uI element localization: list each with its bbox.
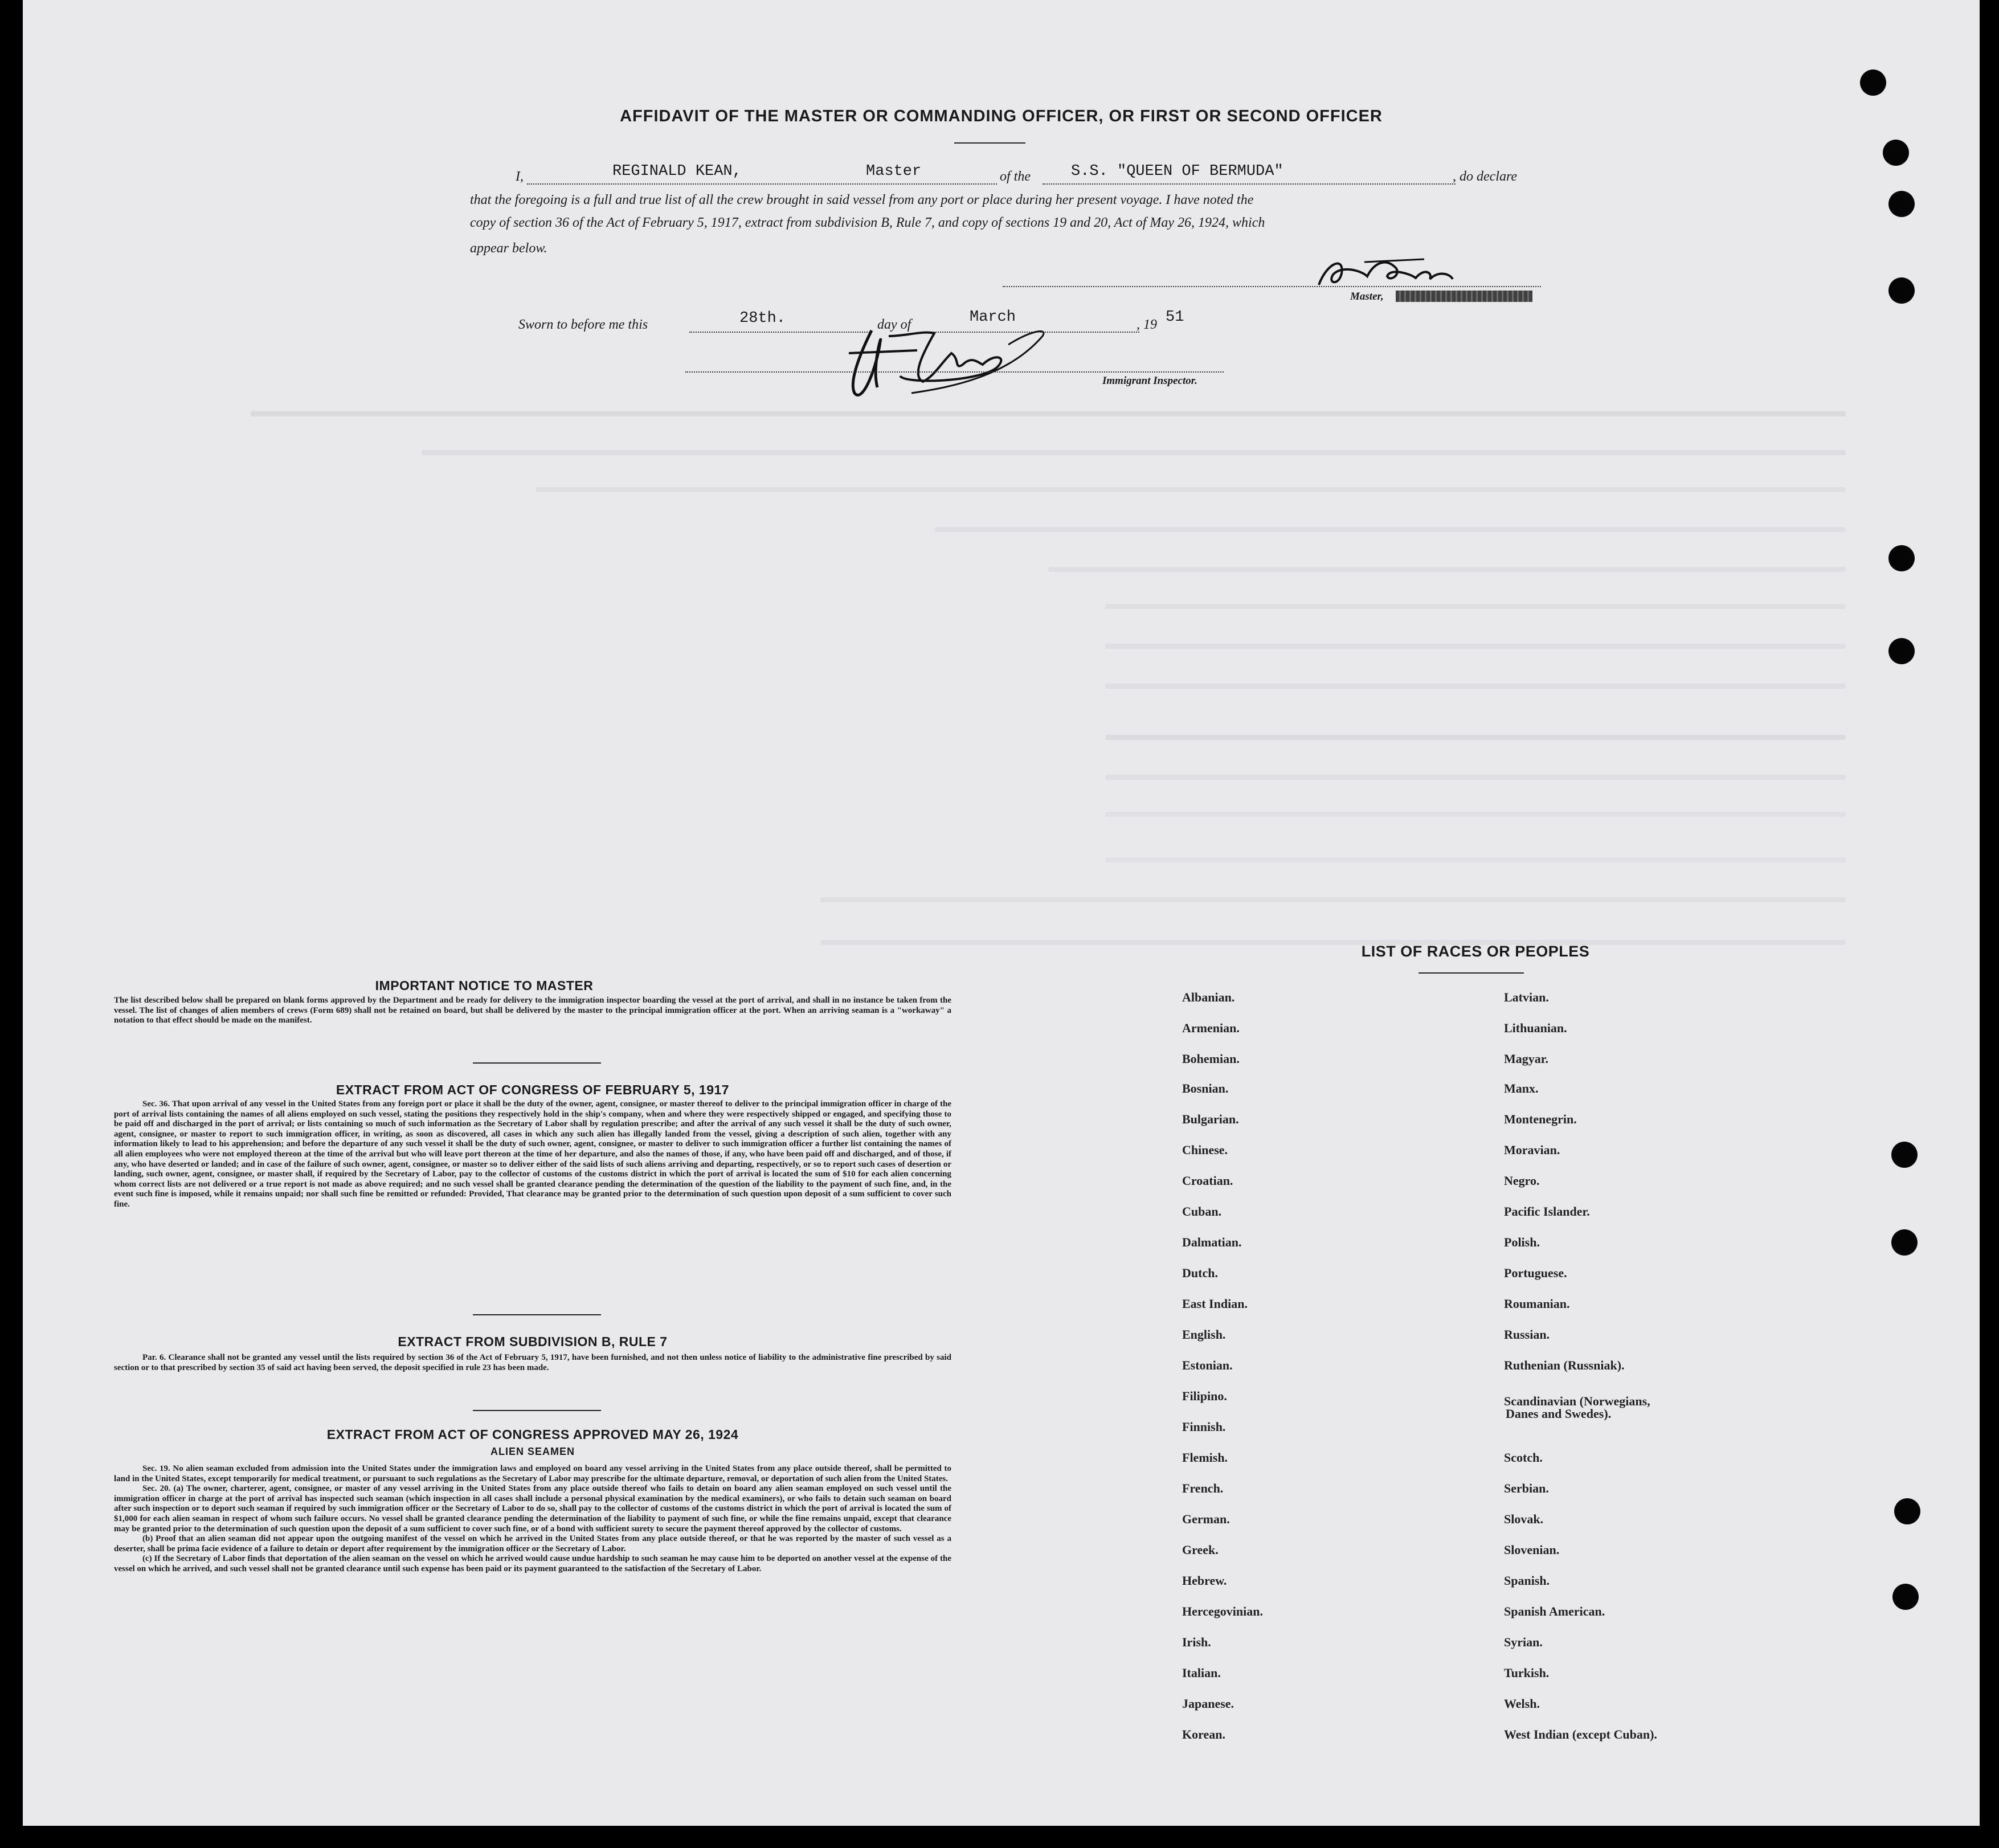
race-item: Latvian. bbox=[1504, 990, 1549, 1004]
race-item: Pacific Islander. bbox=[1504, 1204, 1590, 1219]
sec19-text: Sec. 19. No alien seaman excluded from admission into the United States under the immigration laws and employed on board any vessel arriving in the United States from any place outside thereof, shall be permitted to land in the United States, except temporarily for medical treatment, or pursuant to such regulations as the Secretary of Labor may prescribe for the ultimate departure, removal, or deportation of such alien from the United States. bbox=[114, 1464, 951, 1483]
race-item: Korean. bbox=[1182, 1727, 1225, 1741]
declaration-line-2: that the foregoing is a full and true list of all the crew brought in said vessel from any port or place during her present voyage. I have noted the bbox=[470, 193, 1254, 207]
punch-hole bbox=[1888, 277, 1915, 304]
document-page bbox=[23, 0, 1980, 1826]
affidavit-title: AFFIDAVIT OF THE MASTER OR COMMANDING OFFICER, OR FIRST OR SECOND OFFICER bbox=[620, 107, 1383, 125]
punch-hole bbox=[1892, 1584, 1919, 1610]
punch-hole bbox=[1888, 638, 1915, 664]
sec20c-text: (c) If the Secretary of Labor finds that deportation of the alien seaman on the vessel on which he arrived would cause undue hardship to such seaman he may cause him to be deported on another vessel at the expense of the vessel on which he arrived, and such vessel shall not be granted clearance until such expense has been paid or its payment guaranteed to the satisfaction of the Secretary of Labor. bbox=[114, 1554, 951, 1573]
extract-1917-heading: EXTRACT FROM ACT OF CONGRESS OF FEBRUARY 5, 1917 bbox=[336, 1082, 730, 1097]
inspector-caption: Immigrant Inspector. bbox=[1102, 375, 1197, 387]
extract-1917-text: Sec. 36. That upon arrival of any vessel in the United States from any foreign port or place it shall be the duty of the owner, agent, consignee, or master thereof to deliver to the principal immigration officer in charge of the port of arrival lists containing the names of all aliens employed on such vessel, stating the positions they respectively hold in the ship's company, when and where they were respectively shipped or engaged, and specifying those to be paid off and discharged in the port of arrival; or lists containing so much of such information as the Secretary of Labor shall by regulation prescribe; and after the arrival of any such vessel it shall be the duty of such owner, agent, consignee, or master to report to such immigration officer, in writing, as soon as discovered, all cases in which any such alien has illegally landed from the vessel, giving a description of such alien, together with any information likely to lead to his apprehension; and before the departure of any such vessel it shall be the duty of such owner, agent, consignee, or master to deliver to such immigration officer a further list containing the names of all alien employees who were not employed thereon at the time of the arrival but who will leave port thereon at the time of her departure, and also the names of those, if any, who have been paid off and discharged, and of those, if any, who have deserted or landed; and in case of the failure of such owner, agent, consignee, or master so to deliver either of the said lists of such aliens arriving and departing, respectively, or so to report such cases of desertion or landing, such owner, agent, consignee, or master shall, if required by the Secretary of Labor, pay to the collector of customs of the customs district in which the port of arrival is located the sum of $10 for each alien concerning whom correct lists are not delivered or a true report is not made as above required; and no such vessel shall be granted clearance pending the determination of the question of the liability to the payment of such fine, and, in the event such fine is imposed, while it remains unpaid; nor shall such fine be remitted or refunded: Provided, That clearance may be granted prior to the determination of such question upon deposit of a sum sufficient to cover such fine. bbox=[114, 1099, 951, 1209]
punch-hole bbox=[1888, 191, 1915, 217]
races-rule bbox=[1418, 972, 1524, 974]
race-item: Turkish. bbox=[1504, 1666, 1550, 1680]
sec20b-text: (b) Proof that an alien seaman did not appear upon the outgoing manifest of the vessel on which he arrived in the United States from any place outside thereof, or that he was reported by the master of such vessel as a deserter, shall be prima facie evidence of a failure to detain or deport after requirement by the immigration officer or the Secretary of Labor. bbox=[114, 1534, 951, 1553]
race-item: Danes and Swedes). bbox=[1506, 1407, 1612, 1421]
punch-hole bbox=[1888, 545, 1915, 571]
race-item: Magyar. bbox=[1504, 1052, 1549, 1066]
race-item: Filipino. bbox=[1182, 1389, 1227, 1403]
of-the-text: of the bbox=[1000, 169, 1031, 184]
race-item: Italian. bbox=[1182, 1666, 1221, 1680]
race-item: Montenegrin. bbox=[1504, 1112, 1577, 1126]
section-rule bbox=[473, 1410, 601, 1411]
race-item: Dalmatian. bbox=[1182, 1235, 1242, 1249]
race-item: Japanese. bbox=[1182, 1696, 1234, 1711]
race-item: Bohemian. bbox=[1182, 1052, 1240, 1066]
race-item: French. bbox=[1182, 1481, 1224, 1495]
sworn-day-field[interactable]: 28th. bbox=[739, 310, 786, 327]
year-field[interactable]: 51 bbox=[1166, 309, 1184, 326]
race-item: Bosnian. bbox=[1182, 1081, 1229, 1095]
race-item: Finnish. bbox=[1182, 1420, 1226, 1434]
race-item: Spanish American. bbox=[1504, 1604, 1605, 1618]
day-of-text: day of bbox=[877, 317, 911, 332]
sec20a-text: Sec. 20. (a) The owner, charterer, agent, consignee, or master of any vessel arriving in the United States from any place outside thereof who fails to detain on board any alien seaman employed on such vessel until the immigration officer in charge at the port of arrival has inspected such seaman (which inspection in all cases shall include a personal physical examination by the medical examiners), or who fails to detain such seaman on board after such inspection or to deport such seaman if required by such immigration officer or the Secretary of Labor to do so, shall pay to the collector of customs of the customs district in which the port of arrival is located the sum of $1,000 for each alien seaman in respect of whom such failure occurs. No vessel shall be granted clearance pending the determination of the liability to payment of such fine, or while the fine remains unpaid, except that clearance may be granted prior to the determination of such question upon the deposit of a sum sufficient to cover such fine, or of a bond with sufficient surety to secure the payment thereof approved by the collector of customs. bbox=[114, 1484, 951, 1534]
rule7-heading: EXTRACT FROM SUBDIVISION B, RULE 7 bbox=[398, 1334, 668, 1349]
punch-hole bbox=[1894, 1498, 1920, 1524]
vessel-name-field[interactable]: S.S. "QUEEN OF BERMUDA" bbox=[1071, 163, 1283, 180]
race-item: Lithuanian. bbox=[1504, 1021, 1567, 1035]
race-item: Chinese. bbox=[1182, 1143, 1228, 1157]
rank-field[interactable]: Master bbox=[866, 163, 922, 180]
section-rule bbox=[473, 1314, 601, 1315]
race-item: Ruthenian (Russniak). bbox=[1504, 1358, 1625, 1372]
punch-hole bbox=[1891, 1142, 1918, 1168]
declaration-line-4: appear below. bbox=[470, 241, 547, 256]
race-item: Armenian. bbox=[1182, 1021, 1240, 1035]
race-item: East Indian. bbox=[1182, 1297, 1248, 1311]
race-item: Estonian. bbox=[1182, 1358, 1233, 1372]
punch-hole bbox=[1860, 69, 1886, 96]
race-item: Negro. bbox=[1504, 1174, 1540, 1188]
master-caption: Master, bbox=[1350, 291, 1384, 302]
struck-out-text bbox=[1396, 291, 1532, 302]
race-item: Irish. bbox=[1182, 1635, 1211, 1649]
race-item: German. bbox=[1182, 1512, 1230, 1526]
race-item: Albanian. bbox=[1182, 990, 1235, 1004]
race-item: Slovenian. bbox=[1504, 1543, 1560, 1557]
race-item: Croatian. bbox=[1182, 1174, 1233, 1188]
declaration-line-3: copy of section 36 of the Act of February 5, 1917, extract from subdivision B, Rule 7, and copy of sections 19 and 20, Act of May 26, 1924, which bbox=[470, 215, 1265, 230]
race-item: Manx. bbox=[1504, 1081, 1539, 1095]
race-item: Syrian. bbox=[1504, 1635, 1543, 1649]
race-item: Dutch. bbox=[1182, 1266, 1218, 1280]
rule7-text: Par. 6. Clearance shall not be granted any vessel until the lists required by section 36 of the Act of February 5, 1917, have been furnished, and not then unless notice of liability to the administrative fine prescribed by said section or to that prescribed by section 35 of said act having been served, the deposit specified in rule 23 has been made. bbox=[114, 1353, 951, 1372]
race-item: Polish. bbox=[1504, 1235, 1540, 1249]
sworn-month-field[interactable]: March bbox=[970, 309, 1016, 326]
master-signature bbox=[1310, 251, 1493, 296]
race-item: Scandinavian (Norwegians, bbox=[1504, 1394, 1650, 1408]
extract-1924-body bbox=[114, 1464, 951, 1575]
pronoun-text: I, bbox=[516, 169, 524, 184]
race-item: Welsh. bbox=[1504, 1696, 1540, 1711]
race-item: Cuban. bbox=[1182, 1204, 1222, 1219]
race-item: English. bbox=[1182, 1327, 1226, 1342]
race-item: Spanish. bbox=[1504, 1573, 1550, 1588]
title-rule bbox=[954, 142, 1025, 144]
race-item: Portuguese. bbox=[1504, 1266, 1567, 1280]
year-prefix: , 19 bbox=[1137, 317, 1157, 332]
inspector-signature bbox=[837, 319, 1054, 404]
notice-text: The list described below shall be prepared on blank forms approved by the Department and be ready for delivery to the immigration inspector boarding the vessel at the port of arrival, and shall in no instance be taken from the vessel. The list of changes of alien members of crews (Form 689) shall not be retained on board, but shall be delivered by the master to the principal immigration officer at the port. When an arriving seaman is a "workaway" a notation to that effect should be made on the manifest. bbox=[114, 996, 951, 1025]
notice-heading: IMPORTANT NOTICE TO MASTER bbox=[375, 978, 594, 993]
race-item: Flemish. bbox=[1182, 1450, 1228, 1465]
race-item: Greek. bbox=[1182, 1543, 1219, 1557]
races-heading: LIST OF RACES OR PEOPLES bbox=[1361, 943, 1590, 960]
do-declare-text: , do declare bbox=[1453, 169, 1518, 184]
race-item: Hercegovinian. bbox=[1182, 1604, 1263, 1618]
punch-hole bbox=[1883, 140, 1909, 166]
section-rule bbox=[473, 1062, 601, 1064]
race-item: Slovak. bbox=[1504, 1512, 1544, 1526]
race-item: Hebrew. bbox=[1182, 1573, 1227, 1588]
extract-1924-heading: EXTRACT FROM ACT OF CONGRESS APPROVED MAY 26, 1924 bbox=[326, 1427, 739, 1442]
alien-seamen-subheading: ALIEN SEAMEN bbox=[490, 1446, 575, 1457]
sworn-label: Sworn to before me this bbox=[518, 317, 648, 332]
master-name-field[interactable]: REGINALD KEAN, bbox=[612, 163, 742, 180]
punch-hole bbox=[1891, 1229, 1918, 1256]
inspector-signature-line bbox=[685, 371, 1224, 373]
race-item: Moravian. bbox=[1504, 1143, 1560, 1157]
race-item: West Indian (except Cuban). bbox=[1504, 1727, 1657, 1741]
race-item: Serbian. bbox=[1504, 1481, 1549, 1495]
race-item: Russian. bbox=[1504, 1327, 1550, 1342]
race-item: Roumanian. bbox=[1504, 1297, 1570, 1311]
race-item: Bulgarian. bbox=[1182, 1112, 1239, 1126]
race-item: Scotch. bbox=[1504, 1450, 1543, 1465]
